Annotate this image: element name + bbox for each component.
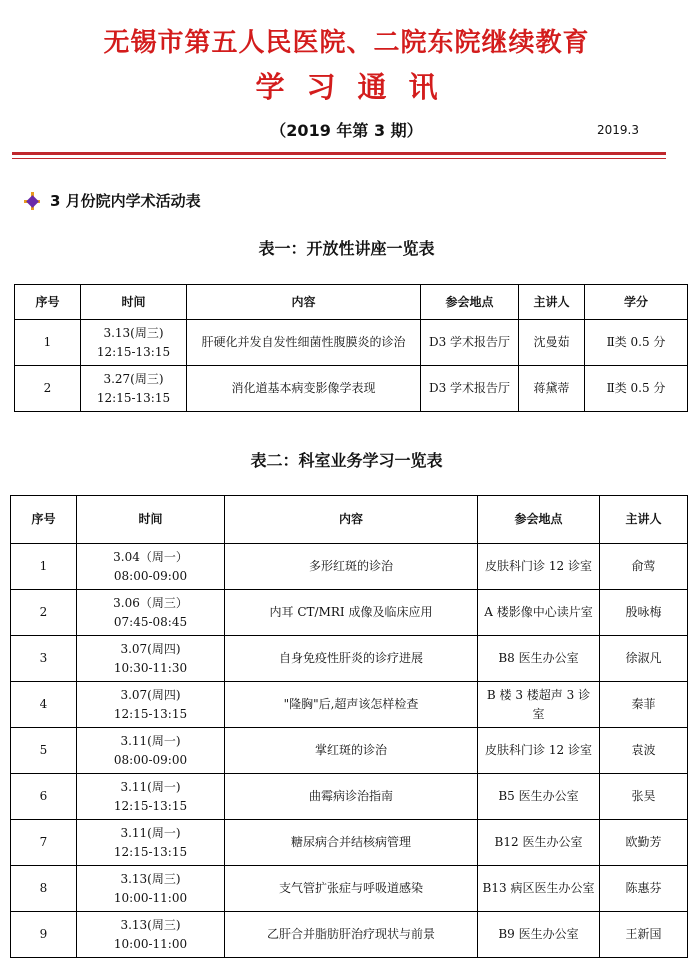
time-text: 12:15-13:15 [96, 390, 171, 405]
col-header: 序号 [15, 285, 81, 320]
table-row [11, 682, 688, 728]
location-cell: 皮肤科门诊 12 诊室 [478, 728, 600, 774]
col-header: 参会地点 [421, 285, 519, 320]
table-header-row [11, 496, 688, 544]
row-number: 1 [11, 544, 77, 590]
date-text: 3.04（周一） [113, 549, 188, 564]
section-title: 3 月份院内学术活动表 [50, 192, 201, 210]
time-text: 10:30-11:30 [113, 660, 188, 675]
table-row [11, 590, 688, 636]
col-header: 时间 [77, 496, 225, 544]
row-number: 4 [11, 682, 77, 728]
speaker-cell: 欧勤芳 [600, 820, 688, 866]
content-cell: 掌红斑的诊治 [225, 728, 478, 774]
time-cell [77, 866, 225, 912]
credit-cell: Ⅱ类 0.5 分 [585, 366, 688, 412]
time-cell [77, 682, 225, 728]
speaker-cell: 王新国 [600, 912, 688, 958]
credit-cell: Ⅱ类 0.5 分 [585, 320, 688, 366]
time-text: 12:15-13:15 [113, 844, 188, 859]
date-text: 3.07(周四) [120, 641, 181, 656]
date-text: 3.13(周三) [120, 871, 181, 886]
table-row [11, 636, 688, 682]
study-table [10, 495, 688, 958]
location-cell: D3 学术报告厅 [421, 366, 519, 412]
content-cell: 消化道基本病变影像学表现 [187, 366, 421, 412]
speaker-cell: 蒋黛蒂 [519, 366, 585, 412]
row-number: 2 [15, 366, 81, 412]
row-number: 9 [11, 912, 77, 958]
table-row [11, 728, 688, 774]
speaker-cell: 秦菲 [600, 682, 688, 728]
date-text: 3.06（周三） [113, 595, 188, 610]
date-text: 3.11(周一) [120, 779, 181, 794]
content-cell: 内耳 CT/MRI 成像及临床应用 [225, 590, 478, 636]
col-header: 主讲人 [600, 496, 688, 544]
table-row [15, 320, 688, 366]
row-number: 6 [11, 774, 77, 820]
location-cell: B13 病区医生办公室 [478, 866, 600, 912]
content-cell: 糖尿病合并结核病管理 [225, 820, 478, 866]
date-text: 3.13(周三) [120, 917, 181, 932]
time-cell [77, 590, 225, 636]
time-cell [77, 774, 225, 820]
col-header: 参会地点 [478, 496, 600, 544]
table-row [11, 866, 688, 912]
time-text: 08:00-09:00 [113, 568, 188, 583]
time-text: 12:15-13:15 [113, 706, 188, 721]
time-text: 08:00-09:00 [113, 752, 188, 767]
header-rule-thin [12, 158, 666, 159]
header-rule-thick [12, 152, 666, 155]
location-cell: A 楼影像中心读片室 [478, 590, 600, 636]
time-cell [77, 912, 225, 958]
location-cell: D3 学术报告厅 [421, 320, 519, 366]
newsletter-title: 无锡市第五人民医院、二院东院继续教育 [103, 28, 590, 58]
date-text: 3.11(周一) [120, 733, 181, 748]
table1-caption: 表一：开放性讲座一览表 [258, 239, 435, 258]
time-text: 10:00-11:00 [113, 936, 188, 951]
table-header-row [15, 285, 688, 320]
table-row [11, 820, 688, 866]
row-number: 1 [15, 320, 81, 366]
date-text: 3.07(周四) [120, 687, 181, 702]
col-header: 内容 [225, 496, 478, 544]
content-cell: "隆胸"后,超声该怎样检查 [225, 682, 478, 728]
content-cell: 肝硬化并发自发性细菌性腹膜炎的诊治 [187, 320, 421, 366]
date-text: 3.11(周一) [120, 825, 181, 840]
content-cell: 曲霉病诊治指南 [225, 774, 478, 820]
col-header: 时间 [81, 285, 187, 320]
col-header: 学分 [585, 285, 688, 320]
table-row [15, 366, 688, 412]
row-number: 2 [11, 590, 77, 636]
table-row [11, 544, 688, 590]
time-cell [81, 320, 187, 366]
time-cell [81, 366, 187, 412]
speaker-cell: 陈惠芬 [600, 866, 688, 912]
table2-caption: 表二：科室业务学习一览表 [250, 451, 443, 470]
location-cell: B 楼 3 楼超声 3 诊室 [478, 682, 600, 728]
row-number: 8 [11, 866, 77, 912]
location-cell: B5 医生办公室 [478, 774, 600, 820]
col-header: 内容 [187, 285, 421, 320]
table-row [11, 912, 688, 958]
date-text: 3.27(周三) [103, 371, 164, 386]
time-cell [77, 544, 225, 590]
speaker-cell: 张昊 [600, 774, 688, 820]
speaker-cell: 徐淑凡 [600, 636, 688, 682]
col-header: 主讲人 [519, 285, 585, 320]
bullet-icon [22, 191, 42, 211]
time-cell [77, 636, 225, 682]
location-cell: B9 医生办公室 [478, 912, 600, 958]
content-cell: 多形红斑的诊治 [225, 544, 478, 590]
speaker-cell: 俞莺 [600, 544, 688, 590]
col-header: 序号 [11, 496, 77, 544]
speaker-cell: 袁波 [600, 728, 688, 774]
table-row [11, 774, 688, 820]
row-number: 7 [11, 820, 77, 866]
time-cell [77, 820, 225, 866]
time-text: 10:00-11:00 [113, 890, 188, 905]
row-number: 5 [11, 728, 77, 774]
location-cell: B8 医生办公室 [478, 636, 600, 682]
lecture-table [14, 284, 688, 412]
issue-date: 2019.3 [597, 123, 639, 137]
content-cell: 自身免疫性肝炎的诊疗进展 [225, 636, 478, 682]
time-text: 12:15-13:15 [96, 344, 171, 359]
time-text: 12:15-13:15 [113, 798, 188, 813]
speaker-cell: 殷咏梅 [600, 590, 688, 636]
row-number: 3 [11, 636, 77, 682]
time-text: 07:45-08:45 [113, 614, 188, 629]
speaker-cell: 沈曼茹 [519, 320, 585, 366]
location-cell: 皮肤科门诊 12 诊室 [478, 544, 600, 590]
date-text: 3.13(周三) [103, 325, 164, 340]
time-cell [77, 728, 225, 774]
content-cell: 支气管扩张症与呼吸道感染 [225, 866, 478, 912]
section-heading [22, 190, 201, 211]
newsletter-subtitle: 学习通讯 [255, 70, 460, 104]
issue-number: （2019 年第 3 期） [270, 121, 423, 140]
content-cell: 乙肝合并脂肪肝治疗现状与前景 [225, 912, 478, 958]
location-cell: B12 医生办公室 [478, 820, 600, 866]
